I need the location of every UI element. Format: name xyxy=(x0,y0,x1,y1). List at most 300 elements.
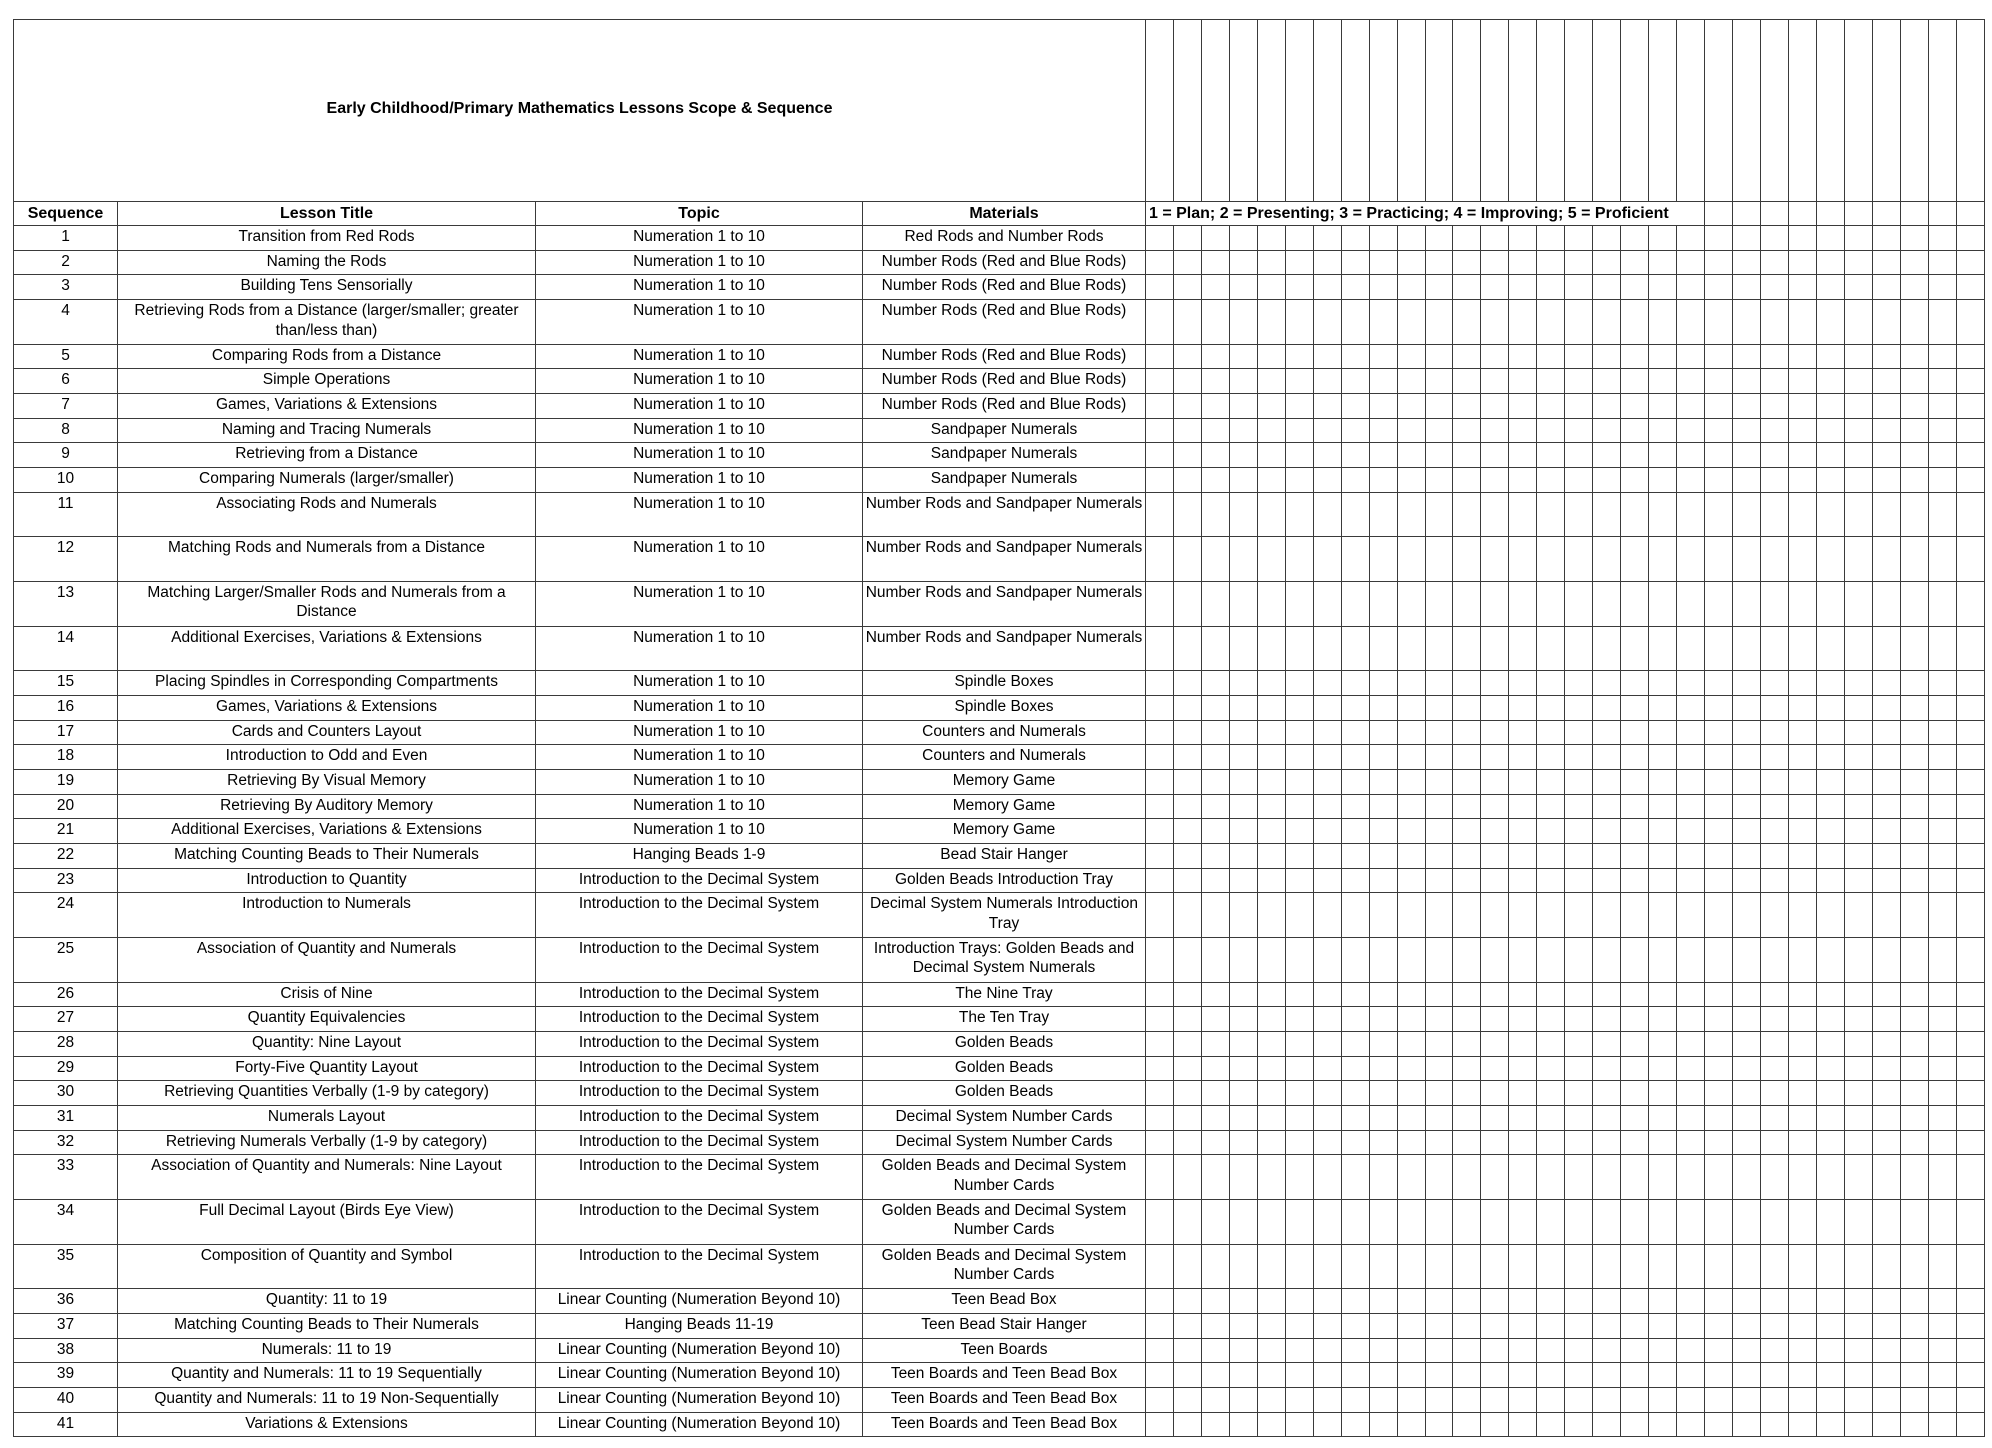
rating-grid-cell[interactable] xyxy=(1425,1289,1453,1314)
rating-grid-cell[interactable] xyxy=(1341,20,1369,202)
rating-grid-cell[interactable] xyxy=(1705,1056,1733,1081)
rating-grid-cell[interactable] xyxy=(1313,492,1341,537)
rating-grid-cell[interactable] xyxy=(1816,537,1844,582)
rating-grid-cell[interactable] xyxy=(1453,1081,1481,1106)
rating-grid-cell[interactable] xyxy=(1229,671,1257,696)
rating-grid-cell[interactable] xyxy=(1397,300,1425,345)
rating-grid-cell[interactable] xyxy=(1649,794,1677,819)
rating-grid-cell[interactable] xyxy=(1677,1199,1705,1244)
rating-grid-cell[interactable] xyxy=(1816,794,1844,819)
rating-grid-cell[interactable] xyxy=(1453,344,1481,369)
rating-grid-cell[interactable] xyxy=(1146,1130,1174,1155)
rating-grid-cell[interactable] xyxy=(1509,1056,1537,1081)
rating-grid-cell[interactable] xyxy=(1173,418,1201,443)
rating-grid-cell[interactable] xyxy=(1593,1338,1621,1363)
rating-grid-cell[interactable] xyxy=(1705,1363,1733,1388)
rating-grid-cell[interactable] xyxy=(1872,1338,1900,1363)
rating-grid-cell[interactable] xyxy=(1733,344,1761,369)
rating-grid-cell[interactable] xyxy=(1341,226,1369,251)
rating-grid-cell[interactable] xyxy=(1285,20,1313,202)
rating-grid-cell[interactable] xyxy=(1313,626,1341,671)
rating-grid-cell[interactable] xyxy=(1705,275,1733,300)
rating-grid-cell[interactable] xyxy=(1257,794,1285,819)
rating-grid-cell[interactable] xyxy=(1928,1387,1956,1412)
rating-grid-cell[interactable] xyxy=(1872,394,1900,419)
rating-grid-cell[interactable] xyxy=(1481,1199,1509,1244)
rating-grid-cell[interactable] xyxy=(1928,202,1956,226)
rating-grid-cell[interactable] xyxy=(1928,1081,1956,1106)
rating-grid-cell[interactable] xyxy=(1844,581,1872,626)
rating-grid-cell[interactable] xyxy=(1537,794,1565,819)
rating-grid-cell[interactable] xyxy=(1649,745,1677,770)
rating-grid-cell[interactable] xyxy=(1537,626,1565,671)
rating-grid-cell[interactable] xyxy=(1257,20,1285,202)
rating-grid-cell[interactable] xyxy=(1425,745,1453,770)
rating-grid-cell[interactable] xyxy=(1760,1031,1788,1056)
rating-grid-cell[interactable] xyxy=(1341,581,1369,626)
rating-grid-cell[interactable] xyxy=(1369,468,1397,493)
rating-grid-cell[interactable] xyxy=(1425,1130,1453,1155)
rating-grid-cell[interactable] xyxy=(1537,1007,1565,1032)
rating-grid-cell[interactable] xyxy=(1621,581,1649,626)
rating-grid-cell[interactable] xyxy=(1760,1313,1788,1338)
rating-grid-cell[interactable] xyxy=(1397,250,1425,275)
rating-grid-cell[interactable] xyxy=(1425,537,1453,582)
rating-grid-cell[interactable] xyxy=(1621,1105,1649,1130)
rating-grid-cell[interactable] xyxy=(1146,1081,1174,1106)
rating-grid-cell[interactable] xyxy=(1733,1007,1761,1032)
rating-grid-cell[interactable] xyxy=(1872,1007,1900,1032)
rating-grid-cell[interactable] xyxy=(1844,418,1872,443)
rating-grid-cell[interactable] xyxy=(1621,226,1649,251)
rating-grid-cell[interactable] xyxy=(1705,893,1733,938)
rating-grid-cell[interactable] xyxy=(1537,1105,1565,1130)
rating-grid-cell[interactable] xyxy=(1956,1007,1984,1032)
rating-grid-cell[interactable] xyxy=(1956,1105,1984,1130)
rating-grid-cell[interactable] xyxy=(1229,1007,1257,1032)
rating-grid-cell[interactable] xyxy=(1649,1081,1677,1106)
rating-grid-cell[interactable] xyxy=(1229,1130,1257,1155)
rating-grid-cell[interactable] xyxy=(1900,843,1928,868)
rating-grid-cell[interactable] xyxy=(1369,819,1397,844)
rating-grid-cell[interactable] xyxy=(1201,1105,1229,1130)
rating-grid-cell[interactable] xyxy=(1397,468,1425,493)
rating-grid-cell[interactable] xyxy=(1565,626,1593,671)
rating-grid-cell[interactable] xyxy=(1621,982,1649,1007)
rating-grid-cell[interactable] xyxy=(1369,250,1397,275)
rating-grid-cell[interactable] xyxy=(1760,1056,1788,1081)
rating-grid-cell[interactable] xyxy=(1705,794,1733,819)
rating-grid-cell[interactable] xyxy=(1733,868,1761,893)
rating-grid-cell[interactable] xyxy=(1257,1244,1285,1289)
rating-grid-cell[interactable] xyxy=(1844,1155,1872,1200)
rating-grid-cell[interactable] xyxy=(1369,418,1397,443)
rating-grid-cell[interactable] xyxy=(1705,982,1733,1007)
rating-grid-cell[interactable] xyxy=(1788,769,1816,794)
rating-grid-cell[interactable] xyxy=(1285,794,1313,819)
rating-grid-cell[interactable] xyxy=(1621,1007,1649,1032)
rating-grid-cell[interactable] xyxy=(1341,537,1369,582)
rating-grid-cell[interactable] xyxy=(1201,1031,1229,1056)
rating-grid-cell[interactable] xyxy=(1844,745,1872,770)
rating-grid-cell[interactable] xyxy=(1481,492,1509,537)
rating-grid-cell[interactable] xyxy=(1257,695,1285,720)
rating-grid-cell[interactable] xyxy=(1956,819,1984,844)
rating-grid-cell[interactable] xyxy=(1816,1081,1844,1106)
rating-grid-cell[interactable] xyxy=(1173,794,1201,819)
rating-grid-cell[interactable] xyxy=(1425,394,1453,419)
rating-grid-cell[interactable] xyxy=(1509,1289,1537,1314)
rating-grid-cell[interactable] xyxy=(1956,1313,1984,1338)
rating-grid-cell[interactable] xyxy=(1425,819,1453,844)
rating-grid-cell[interactable] xyxy=(1285,695,1313,720)
rating-grid-cell[interactable] xyxy=(1677,1007,1705,1032)
rating-grid-cell[interactable] xyxy=(1481,1105,1509,1130)
rating-grid-cell[interactable] xyxy=(1788,1031,1816,1056)
rating-grid-cell[interactable] xyxy=(1425,1313,1453,1338)
rating-grid-cell[interactable] xyxy=(1481,581,1509,626)
rating-grid-cell[interactable] xyxy=(1173,1338,1201,1363)
rating-grid-cell[interactable] xyxy=(1872,1081,1900,1106)
rating-grid-cell[interactable] xyxy=(1844,443,1872,468)
rating-grid-cell[interactable] xyxy=(1257,1155,1285,1200)
rating-grid-cell[interactable] xyxy=(1146,819,1174,844)
rating-grid-cell[interactable] xyxy=(1146,937,1174,982)
rating-grid-cell[interactable] xyxy=(1453,1007,1481,1032)
rating-grid-cell[interactable] xyxy=(1872,1289,1900,1314)
rating-grid-cell[interactable] xyxy=(1146,982,1174,1007)
rating-grid-cell[interactable] xyxy=(1537,1130,1565,1155)
rating-grid-cell[interactable] xyxy=(1369,275,1397,300)
rating-grid-cell[interactable] xyxy=(1229,819,1257,844)
rating-grid-cell[interactable] xyxy=(1313,1338,1341,1363)
rating-grid-cell[interactable] xyxy=(1453,982,1481,1007)
rating-grid-cell[interactable] xyxy=(1928,1244,1956,1289)
rating-grid-cell[interactable] xyxy=(1760,250,1788,275)
rating-grid-cell[interactable] xyxy=(1733,1244,1761,1289)
rating-grid-cell[interactable] xyxy=(1760,300,1788,345)
rating-grid-cell[interactable] xyxy=(1369,1412,1397,1437)
rating-grid-cell[interactable] xyxy=(1285,868,1313,893)
rating-grid-cell[interactable] xyxy=(1788,745,1816,770)
rating-grid-cell[interactable] xyxy=(1705,745,1733,770)
rating-grid-cell[interactable] xyxy=(1872,1130,1900,1155)
rating-grid-cell[interactable] xyxy=(1872,1199,1900,1244)
rating-grid-cell[interactable] xyxy=(1341,937,1369,982)
rating-grid-cell[interactable] xyxy=(1816,695,1844,720)
rating-grid-cell[interactable] xyxy=(1369,1363,1397,1388)
rating-grid-cell[interactable] xyxy=(1677,982,1705,1007)
rating-grid-cell[interactable] xyxy=(1453,1338,1481,1363)
rating-grid-cell[interactable] xyxy=(1705,250,1733,275)
rating-grid-cell[interactable] xyxy=(1341,1412,1369,1437)
rating-grid-cell[interactable] xyxy=(1397,418,1425,443)
rating-grid-cell[interactable] xyxy=(1201,1313,1229,1338)
rating-grid-cell[interactable] xyxy=(1173,344,1201,369)
rating-grid-cell[interactable] xyxy=(1341,344,1369,369)
rating-grid-cell[interactable] xyxy=(1146,1105,1174,1130)
rating-grid-cell[interactable] xyxy=(1313,1056,1341,1081)
rating-grid-cell[interactable] xyxy=(1537,843,1565,868)
rating-grid-cell[interactable] xyxy=(1956,745,1984,770)
rating-grid-cell[interactable] xyxy=(1397,1105,1425,1130)
rating-grid-cell[interactable] xyxy=(1900,418,1928,443)
rating-grid-cell[interactable] xyxy=(1453,394,1481,419)
rating-grid-cell[interactable] xyxy=(1257,443,1285,468)
rating-grid-cell[interactable] xyxy=(1677,720,1705,745)
rating-grid-cell[interactable] xyxy=(1229,250,1257,275)
rating-grid-cell[interactable] xyxy=(1733,1363,1761,1388)
rating-grid-cell[interactable] xyxy=(1621,250,1649,275)
rating-grid-cell[interactable] xyxy=(1481,468,1509,493)
rating-grid-cell[interactable] xyxy=(1788,468,1816,493)
rating-grid-cell[interactable] xyxy=(1257,1387,1285,1412)
rating-grid-cell[interactable] xyxy=(1201,769,1229,794)
rating-grid-cell[interactable] xyxy=(1537,226,1565,251)
rating-grid-cell[interactable] xyxy=(1453,745,1481,770)
rating-grid-cell[interactable] xyxy=(1313,1007,1341,1032)
rating-grid-cell[interactable] xyxy=(1453,537,1481,582)
rating-grid-cell[interactable] xyxy=(1621,1313,1649,1338)
rating-grid-cell[interactable] xyxy=(1760,418,1788,443)
rating-grid-cell[interactable] xyxy=(1509,868,1537,893)
rating-grid-cell[interactable] xyxy=(1453,843,1481,868)
rating-grid-cell[interactable] xyxy=(1313,1081,1341,1106)
rating-grid-cell[interactable] xyxy=(1537,537,1565,582)
rating-grid-cell[interactable] xyxy=(1537,1338,1565,1363)
rating-grid-cell[interactable] xyxy=(1229,695,1257,720)
rating-grid-cell[interactable] xyxy=(1593,1155,1621,1200)
rating-grid-cell[interactable] xyxy=(1481,300,1509,345)
rating-grid-cell[interactable] xyxy=(1677,1081,1705,1106)
rating-grid-cell[interactable] xyxy=(1146,443,1174,468)
rating-grid-cell[interactable] xyxy=(1872,1056,1900,1081)
rating-grid-cell[interactable] xyxy=(1341,868,1369,893)
rating-grid-cell[interactable] xyxy=(1760,202,1788,226)
rating-grid-cell[interactable] xyxy=(1257,626,1285,671)
rating-grid-cell[interactable] xyxy=(1565,1105,1593,1130)
rating-grid-cell[interactable] xyxy=(1257,868,1285,893)
rating-grid-cell[interactable] xyxy=(1397,226,1425,251)
rating-grid-cell[interactable] xyxy=(1313,344,1341,369)
rating-grid-cell[interactable] xyxy=(1649,868,1677,893)
rating-grid-cell[interactable] xyxy=(1760,443,1788,468)
rating-grid-cell[interactable] xyxy=(1481,819,1509,844)
rating-grid-cell[interactable] xyxy=(1173,394,1201,419)
rating-grid-cell[interactable] xyxy=(1872,369,1900,394)
rating-grid-cell[interactable] xyxy=(1146,868,1174,893)
rating-grid-cell[interactable] xyxy=(1816,937,1844,982)
rating-grid-cell[interactable] xyxy=(1146,1338,1174,1363)
rating-grid-cell[interactable] xyxy=(1621,492,1649,537)
rating-grid-cell[interactable] xyxy=(1816,581,1844,626)
rating-grid-cell[interactable] xyxy=(1872,769,1900,794)
rating-grid-cell[interactable] xyxy=(1677,1031,1705,1056)
rating-grid-cell[interactable] xyxy=(1733,581,1761,626)
rating-grid-cell[interactable] xyxy=(1844,982,1872,1007)
rating-grid-cell[interactable] xyxy=(1537,300,1565,345)
rating-grid-cell[interactable] xyxy=(1565,443,1593,468)
rating-grid-cell[interactable] xyxy=(1257,581,1285,626)
rating-grid-cell[interactable] xyxy=(1565,1081,1593,1106)
rating-grid-cell[interactable] xyxy=(1509,443,1537,468)
rating-grid-cell[interactable] xyxy=(1705,369,1733,394)
rating-grid-cell[interactable] xyxy=(1313,369,1341,394)
rating-grid-cell[interactable] xyxy=(1369,720,1397,745)
rating-grid-cell[interactable] xyxy=(1509,1130,1537,1155)
rating-grid-cell[interactable] xyxy=(1705,1338,1733,1363)
rating-grid-cell[interactable] xyxy=(1313,468,1341,493)
rating-grid-cell[interactable] xyxy=(1733,1387,1761,1412)
rating-grid-cell[interactable] xyxy=(1537,745,1565,770)
rating-grid-cell[interactable] xyxy=(1677,671,1705,696)
rating-grid-cell[interactable] xyxy=(1481,1363,1509,1388)
rating-grid-cell[interactable] xyxy=(1593,300,1621,345)
rating-grid-cell[interactable] xyxy=(1173,369,1201,394)
rating-grid-cell[interactable] xyxy=(1537,1289,1565,1314)
rating-grid-cell[interactable] xyxy=(1425,1199,1453,1244)
rating-grid-cell[interactable] xyxy=(1481,1244,1509,1289)
rating-grid-cell[interactable] xyxy=(1453,868,1481,893)
rating-grid-cell[interactable] xyxy=(1621,20,1649,202)
rating-grid-cell[interactable] xyxy=(1285,443,1313,468)
rating-grid-cell[interactable] xyxy=(1565,720,1593,745)
rating-grid-cell[interactable] xyxy=(1816,626,1844,671)
rating-grid-cell[interactable] xyxy=(1537,468,1565,493)
rating-grid-cell[interactable] xyxy=(1201,937,1229,982)
rating-grid-cell[interactable] xyxy=(1453,20,1481,202)
rating-grid-cell[interactable] xyxy=(1872,671,1900,696)
rating-grid-cell[interactable] xyxy=(1146,1363,1174,1388)
rating-grid-cell[interactable] xyxy=(1481,843,1509,868)
rating-grid-cell[interactable] xyxy=(1537,275,1565,300)
rating-grid-cell[interactable] xyxy=(1593,1199,1621,1244)
rating-grid-cell[interactable] xyxy=(1509,671,1537,696)
rating-grid-cell[interactable] xyxy=(1565,226,1593,251)
rating-grid-cell[interactable] xyxy=(1313,1244,1341,1289)
rating-grid-cell[interactable] xyxy=(1397,671,1425,696)
rating-grid-cell[interactable] xyxy=(1816,1105,1844,1130)
rating-grid-cell[interactable] xyxy=(1173,300,1201,345)
rating-grid-cell[interactable] xyxy=(1397,794,1425,819)
rating-grid-cell[interactable] xyxy=(1649,1007,1677,1032)
rating-grid-cell[interactable] xyxy=(1481,537,1509,582)
rating-grid-cell[interactable] xyxy=(1788,893,1816,938)
rating-grid-cell[interactable] xyxy=(1928,1007,1956,1032)
rating-grid-cell[interactable] xyxy=(1425,982,1453,1007)
rating-grid-cell[interactable] xyxy=(1341,1056,1369,1081)
rating-grid-cell[interactable] xyxy=(1900,1313,1928,1338)
rating-grid-cell[interactable] xyxy=(1285,1387,1313,1412)
rating-grid-cell[interactable] xyxy=(1509,1081,1537,1106)
rating-grid-cell[interactable] xyxy=(1537,1387,1565,1412)
rating-grid-cell[interactable] xyxy=(1565,843,1593,868)
rating-grid-cell[interactable] xyxy=(1369,1081,1397,1106)
rating-grid-cell[interactable] xyxy=(1733,1289,1761,1314)
rating-grid-cell[interactable] xyxy=(1257,671,1285,696)
rating-grid-cell[interactable] xyxy=(1816,1412,1844,1437)
rating-grid-cell[interactable] xyxy=(1257,1289,1285,1314)
rating-grid-cell[interactable] xyxy=(1341,1130,1369,1155)
rating-grid-cell[interactable] xyxy=(1788,671,1816,696)
rating-grid-cell[interactable] xyxy=(1593,868,1621,893)
rating-grid-cell[interactable] xyxy=(1509,418,1537,443)
rating-grid-cell[interactable] xyxy=(1201,1155,1229,1200)
rating-grid-cell[interactable] xyxy=(1900,1412,1928,1437)
rating-grid-cell[interactable] xyxy=(1872,1363,1900,1388)
rating-grid-cell[interactable] xyxy=(1229,537,1257,582)
rating-grid-cell[interactable] xyxy=(1453,1313,1481,1338)
rating-grid-cell[interactable] xyxy=(1341,695,1369,720)
rating-grid-cell[interactable] xyxy=(1677,581,1705,626)
rating-grid-cell[interactable] xyxy=(1816,1338,1844,1363)
rating-grid-cell[interactable] xyxy=(1565,581,1593,626)
rating-grid-cell[interactable] xyxy=(1816,1313,1844,1338)
rating-grid-cell[interactable] xyxy=(1369,1056,1397,1081)
rating-grid-cell[interactable] xyxy=(1257,1130,1285,1155)
rating-grid-cell[interactable] xyxy=(1537,250,1565,275)
rating-grid-cell[interactable] xyxy=(1705,626,1733,671)
rating-grid-cell[interactable] xyxy=(1285,819,1313,844)
rating-grid-cell[interactable] xyxy=(1173,1244,1201,1289)
rating-grid-cell[interactable] xyxy=(1509,537,1537,582)
rating-grid-cell[interactable] xyxy=(1397,1199,1425,1244)
rating-grid-cell[interactable] xyxy=(1285,344,1313,369)
rating-grid-cell[interactable] xyxy=(1565,1363,1593,1388)
rating-grid-cell[interactable] xyxy=(1844,394,1872,419)
rating-grid-cell[interactable] xyxy=(1900,819,1928,844)
rating-grid-cell[interactable] xyxy=(1369,769,1397,794)
rating-grid-cell[interactable] xyxy=(1788,1313,1816,1338)
rating-grid-cell[interactable] xyxy=(1397,843,1425,868)
rating-grid-cell[interactable] xyxy=(1900,695,1928,720)
rating-grid-cell[interactable] xyxy=(1341,369,1369,394)
rating-grid-cell[interactable] xyxy=(1313,769,1341,794)
rating-grid-cell[interactable] xyxy=(1900,250,1928,275)
rating-grid-cell[interactable] xyxy=(1285,1155,1313,1200)
rating-grid-cell[interactable] xyxy=(1481,1387,1509,1412)
rating-grid-cell[interactable] xyxy=(1844,537,1872,582)
rating-grid-cell[interactable] xyxy=(1201,344,1229,369)
rating-grid-cell[interactable] xyxy=(1956,1031,1984,1056)
rating-grid-cell[interactable] xyxy=(1705,1244,1733,1289)
rating-grid-cell[interactable] xyxy=(1173,868,1201,893)
rating-grid-cell[interactable] xyxy=(1425,1363,1453,1388)
rating-grid-cell[interactable] xyxy=(1481,1081,1509,1106)
rating-grid-cell[interactable] xyxy=(1844,300,1872,345)
rating-grid-cell[interactable] xyxy=(1397,1056,1425,1081)
rating-grid-cell[interactable] xyxy=(1229,893,1257,938)
rating-grid-cell[interactable] xyxy=(1593,1387,1621,1412)
rating-grid-cell[interactable] xyxy=(1369,394,1397,419)
rating-grid-cell[interactable] xyxy=(1677,20,1705,202)
rating-grid-cell[interactable] xyxy=(1313,581,1341,626)
rating-grid-cell[interactable] xyxy=(1621,369,1649,394)
rating-grid-cell[interactable] xyxy=(1928,893,1956,938)
rating-grid-cell[interactable] xyxy=(1229,769,1257,794)
rating-grid-cell[interactable] xyxy=(1788,1387,1816,1412)
rating-grid-cell[interactable] xyxy=(1844,492,1872,537)
rating-grid-cell[interactable] xyxy=(1146,226,1174,251)
rating-grid-cell[interactable] xyxy=(1537,1412,1565,1437)
rating-grid-cell[interactable] xyxy=(1481,1313,1509,1338)
rating-grid-cell[interactable] xyxy=(1285,671,1313,696)
rating-grid-cell[interactable] xyxy=(1760,720,1788,745)
rating-grid-cell[interactable] xyxy=(1816,1244,1844,1289)
rating-grid-cell[interactable] xyxy=(1872,1105,1900,1130)
rating-grid-cell[interactable] xyxy=(1928,492,1956,537)
rating-grid-cell[interactable] xyxy=(1425,1007,1453,1032)
